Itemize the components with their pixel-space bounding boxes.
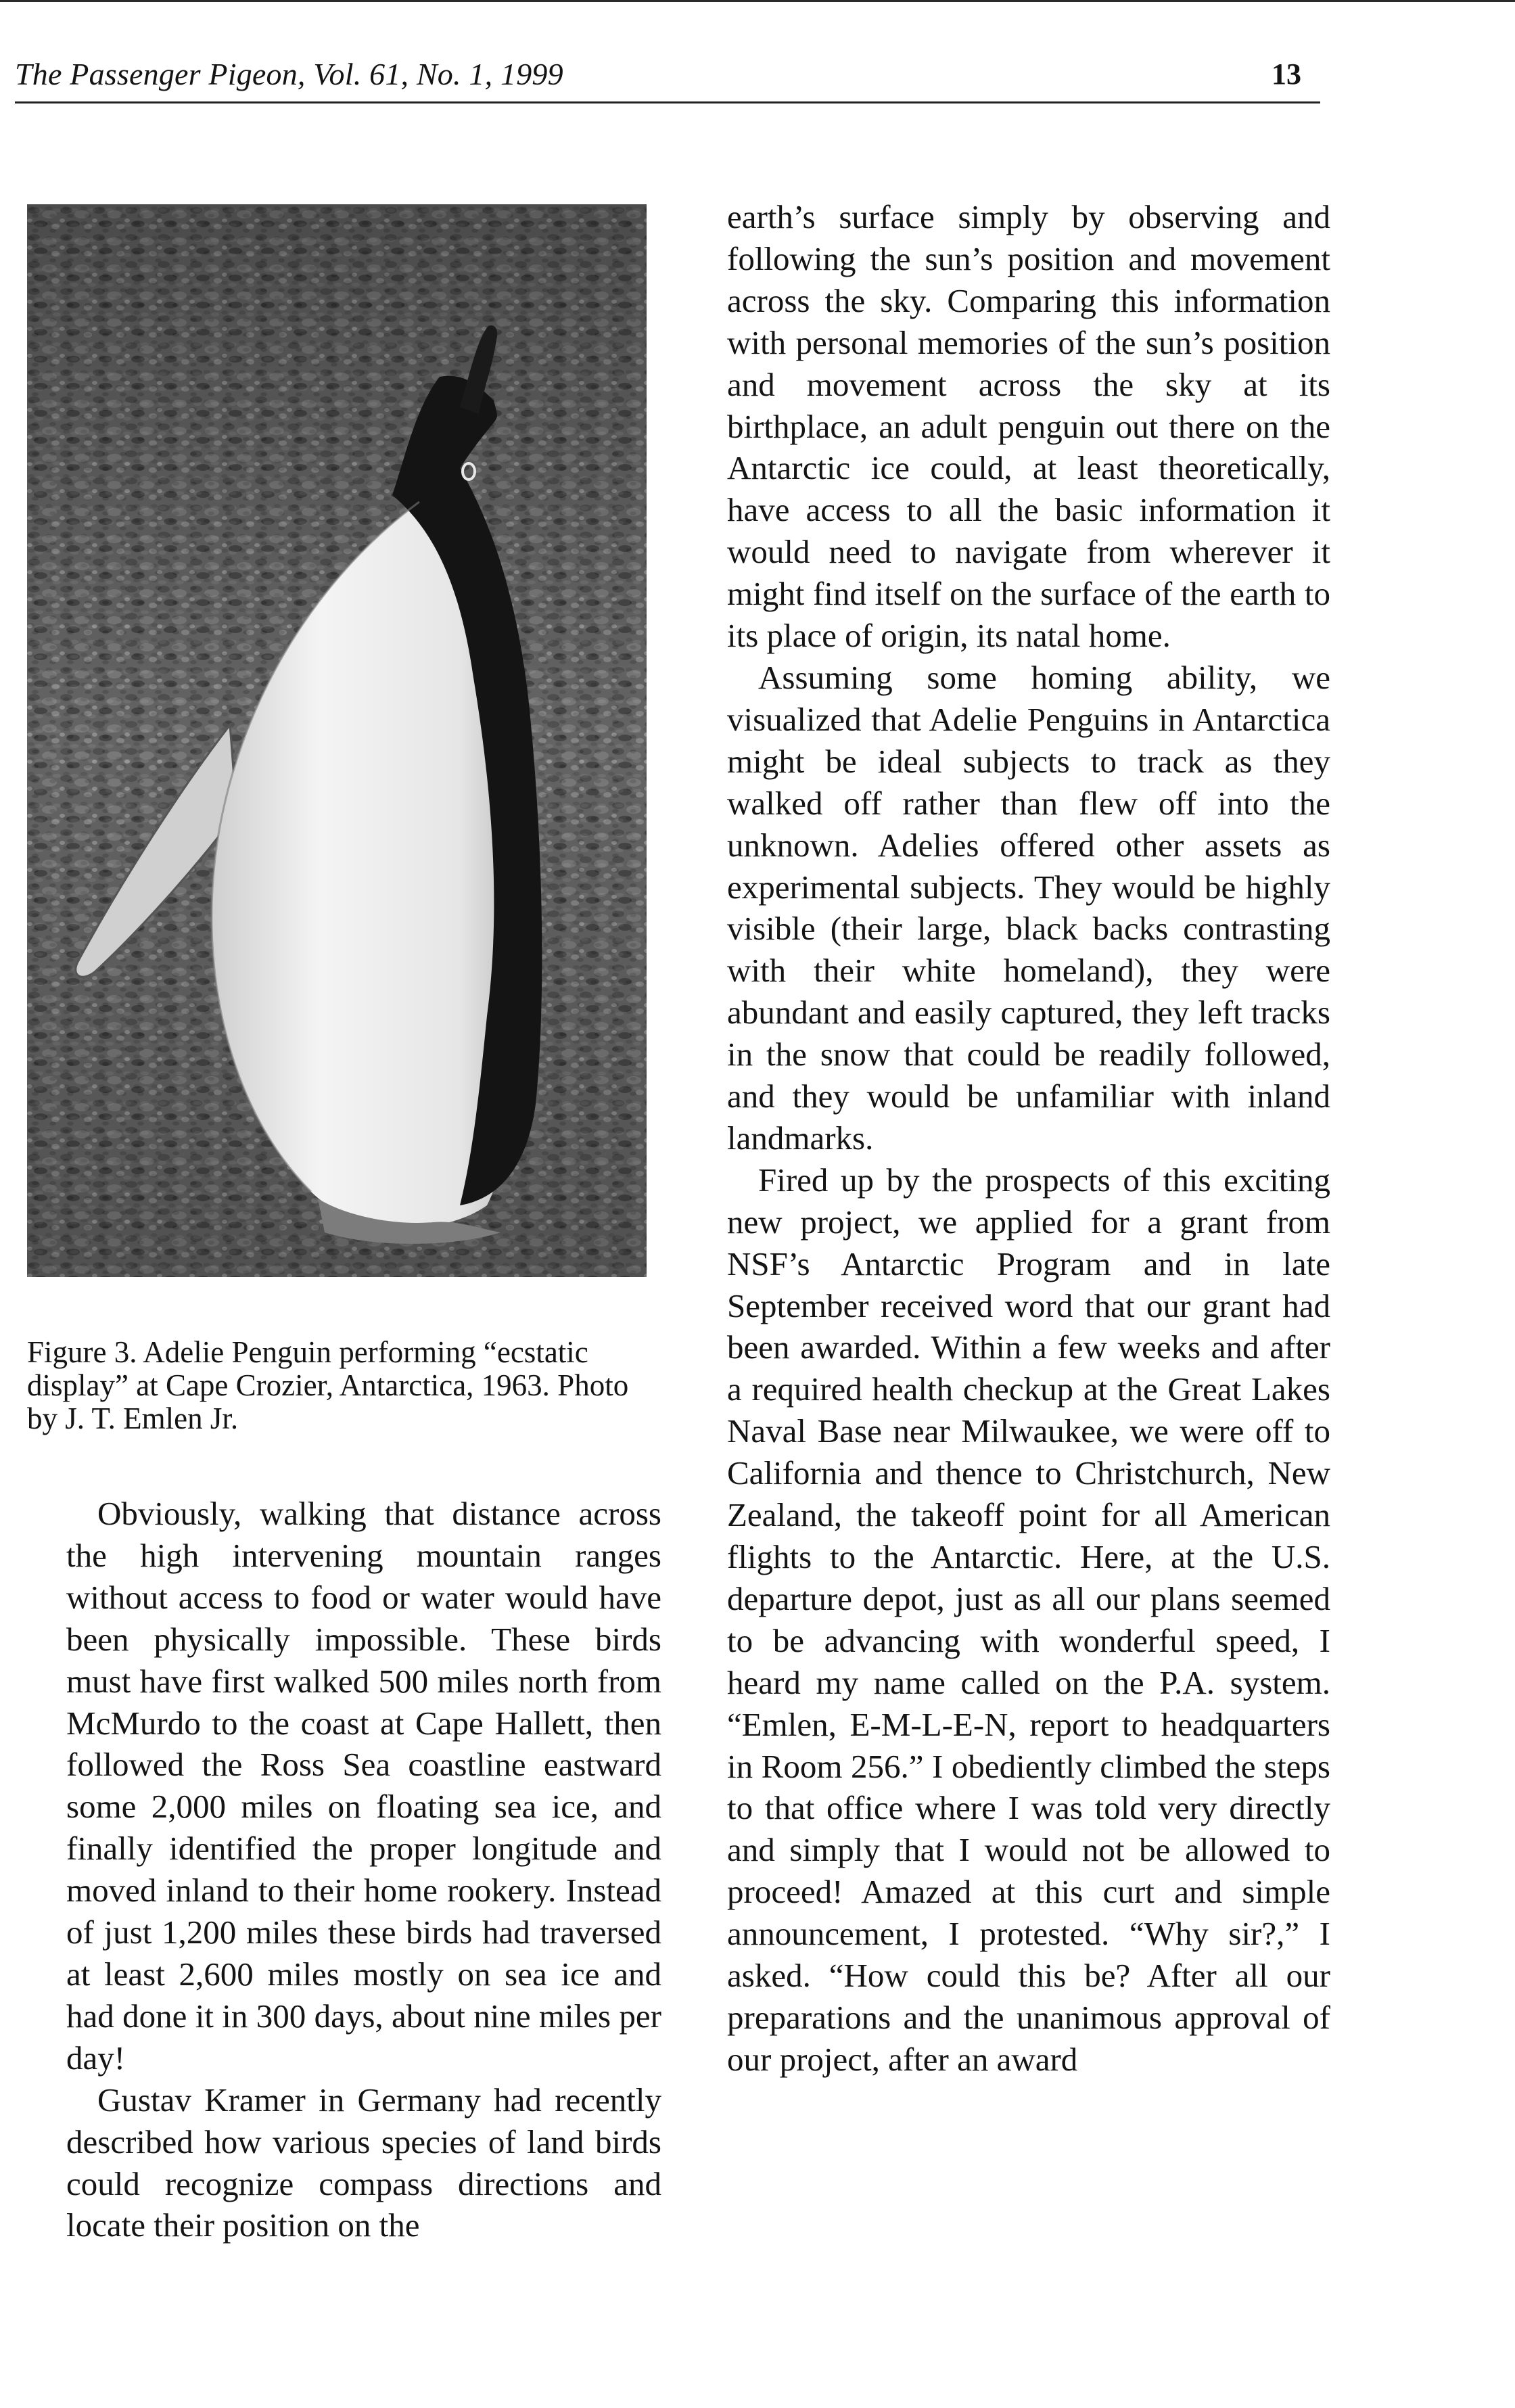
paragraph: earth’s surface simply by observing and following the sun’s position and movement across the sky. Comparing this information with personal memories of the sun’s position and movement across the sky at its birthplace, an adult penguin out there on the Antarctic ice could, at least theoretically, have access to all the basic information it would need to navigate from wherever it might find itself on the surface of the earth to its place of origin, its natal home.	[727, 198, 1330, 655]
paragraph: Obviously, walking that distance across the high intervening mountain ranges without access to food or water would have been physically impossible. These birds must have first walked 500 miles north from McMurdo to the coast at Cape Hallett, then followed the Ross Sea coastline eastward some 2,000 miles on floating sea ice, and finally identified the proper longitude and moved inland to their home rookery. Instead of just 1,200 miles these birds had traversed at least 2,600 miles mostly on sea ice and had done it in 300 days, about nine miles per day!	[66, 1495, 661, 2077]
top-border	[0, 0, 1515, 2]
penguin-photo	[27, 204, 647, 1277]
penguin-illustration	[27, 204, 647, 1277]
paragraph: Fired up by the prospects of this exciting new project, we applied for a grant from NSF’s Antarctic Program and in late September received word that our grant had been awarded. Within a few weeks and after a required health checkup at the Great Lakes Naval Base near Milwaukee, we were off to California and thence to Christchurch, New Zealand, the takeoff point for all American flights to the Antarctic. Here, at the U.S. departure depot, just as all our plans seemed to be advancing with wonderful speed, I heard my name called on the P.A. system. “Emlen, E-M-L-E-N, report to headquarters in Room 256.” I obediently climbed the steps to that office where I was told very directly and simply that I would not be allowed to proceed! Amazed at this curt and simple announcement, I protested. “Why sir?,” I asked. “How could this be? After all our preparations and the unanimous approval of our project, after an award	[727, 1161, 1330, 2078]
left-column	[66, 1493, 661, 2246]
running-header	[15, 54, 1320, 103]
paragraph: Assuming some homing ability, we visualized that Adelie Penguins in Antarctica might be ideal subjects to track as they walked off rather than flew off into the unknown. Adelies offered other assets as experimental subjects. They would be highly visible (their large, black backs contrasting with their white homeland), they were abundant and easily captured, they left tracks in the snow that could be readily followed, and they would be unfamiliar with inland landmarks.	[727, 658, 1330, 1157]
paragraph: Gustav Kramer in Germany had recently described how various species of land birds could recognize compass directions and locate their position on the	[66, 2081, 661, 2244]
page-number: 13	[1272, 57, 1301, 91]
figure-caption: Figure 3. Adelie Penguin performing “ecstatic display” at Cape Crozier, Antarctica, 1963. Photo by J. T. Emlen Jr.	[27, 1335, 629, 1435]
journal-citation: The Passenger Pigeon, Vol. 61, No. 1, 1999	[15, 57, 563, 91]
right-column	[727, 196, 1330, 2081]
